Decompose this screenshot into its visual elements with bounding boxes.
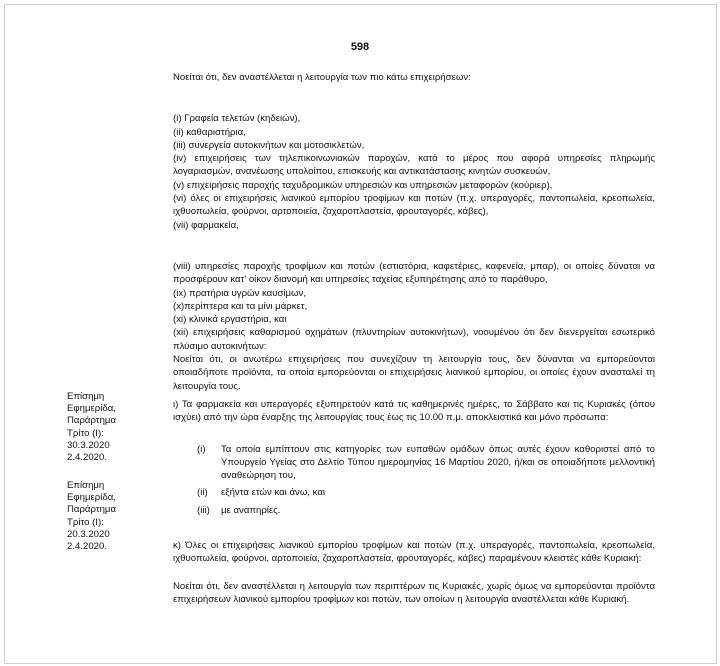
sub-list	[173, 443, 655, 517]
list-item: (vii) φαρμακεία,	[173, 219, 239, 231]
list-item: (iv) επιχειρήσεις των τηλεπικοινωνιακών παροχών, κατά το μέρος που αφορά υπηρεσίες πληρωμής λογαριασμών, ανανέωσης υπολοίπου, επισκευής και αντικατάστασης κινητών συσκευών,	[173, 153, 655, 178]
final-proviso-paragraph: Νοείται ότι, δεν αναστέλλεται η λειτουργία των περιπτέρων τις Κυριακές, χωρίς όμως να εμπορεύονται προϊόντα επιχειρήσεων λιανικού εμπορίου τροφίμων και ποτών, των οποίων η λειτουργία αναστέλλεται κάθε Κυριακή.	[173, 580, 655, 605]
sub-list-item	[197, 504, 655, 517]
section-i-paragraph: ι) Τα φαρμακεία και υπεραγορές εξυπηρετούν κατά τις καθημερινές ημέρες, το Σάββατο και τις Κυριακές (όπου ισχύει) από την ώρα έναρξης της λειτουργίας τους έως τις 10.00 π.μ. αποκλειστικά και μόνο πρόσωπα:	[173, 398, 655, 424]
list-item: (i) Γραφεία τελετών (κηδειών),	[173, 113, 301, 125]
list-item: (x)περίπτερα και τα μίνι μάρκετ,	[173, 300, 308, 312]
sub-list-item	[197, 486, 655, 499]
proviso-paragraph: Νοείται ότι, οι ανωτέρω επιχειρήσεις που συνεχίζουν τη λειτουργία τους, δεν δύνανται να εμπορεύονται οποιαδήποτε προϊόντα, τα οποία εμπορεύονται οι επιχειρήσεις λιανικού εμπορίου, οι οποίες έχουν ανασταλεί τη λειτουργία τους.	[173, 354, 655, 392]
page-number: 598	[350, 41, 370, 53]
sub-item-number: (ii)	[197, 487, 208, 499]
sub-item-number: (iii)	[197, 504, 210, 516]
intro-paragraph: Νοείται ότι, δεν αναστέλλεται η λειτουργία των πιο κάτω επιχειρήσεων:	[173, 72, 471, 83]
spacer	[173, 232, 655, 246]
list-item: (vi) όλες οι επιχειρήσεις λιανικού εμπορίου τροφίμων και ποτών (π.χ. υπεραγορές, παντοπωλεία, κρεοπωλεία, ιχθυοπωλεία, φούρνοι, αρτοποιεία, ζαχαροπλαστεία, φρουταγορές, κάβες),	[173, 193, 655, 218]
list-item: (ii) καθαριστήρια,	[173, 126, 246, 138]
sub-item-number: (i)	[197, 443, 206, 455]
sub-item-text: Τα οποία εμπίπτουν στις κατηγορίες των ευπαθών ομάδων όπως αυτές έχουν καθοριστεί από το Υπουργείο Υγείας στο Δελτίο Τύπου ημερομηνίας 16 Μαρτίου 2020, ή/και σε οποιαδήποτε μελλοντική αναθεώρηση του,	[221, 443, 655, 482]
list-item: (iii) συνεργεία αυτοκινήτων και μοτοσικλετών,	[173, 139, 365, 151]
list-item: (viii) υπηρεσίες παροχής τροφίμων και ποτών (εστιατόρια, καφετέριες, καφενεία, μπαρ), οι οποίες δύναται να προσφέρουν κατ' οίκον διανομή και υπηρεσίες ταχείας εξυπηρέτησης από το παράθυρο,	[173, 260, 655, 286]
list-item: (ix) πρατήρια υγρών καυσίμων,	[173, 287, 306, 299]
list-item: (xi) κλινικά εργαστήρια, και	[173, 314, 287, 326]
section-k-paragraph: κ) Όλες οι επιχειρήσεις λιανικού εμπορίου τροφίμων και ποτών (π.χ. υπεραγορές, παντοπωλεία, κρεοπωλεία, ιχθυοπωλεία, φούρνοι, αρτοποιεία, ζαχαροπλαστεία, φρουταγορές, κάβες) παραμένουν κλειστές κάθε Κυριακή:	[173, 540, 655, 565]
list-item: (v) επιχειρήσεις παροχής ταχυδρομικών υπηρεσιών και υπηρεσιών μεταφορών (κούριερ),	[173, 179, 553, 191]
sub-item-text: εξήντα ετών και άνω, και	[221, 487, 325, 499]
list-item: (xii) επιχειρήσεις καθαρισμού οχημάτων (πλυντηρίων αυτοκινήτων), νοουμένου ότι δεν διενεργείται εσωτερικό πλύσιμο αυτοκινήτων:	[173, 327, 655, 352]
margin-note-gazette-20-3-2020: Επίσημη Εφημερίδα, Παράρτημα Τρίτο (Ι): 20.3.2020 2.4.2020.	[67, 480, 116, 553]
spacer	[173, 246, 655, 260]
margin-note-gazette-30-3-2020: Επίσημη Εφημερίδα, Παράρτημα Τρίτο (Ι): 30.3.2020 2.4.2020.	[67, 391, 116, 464]
sub-list-item	[197, 443, 655, 483]
sub-item-text: με αναπηρίες.	[221, 504, 281, 516]
document-body	[173, 71, 655, 606]
